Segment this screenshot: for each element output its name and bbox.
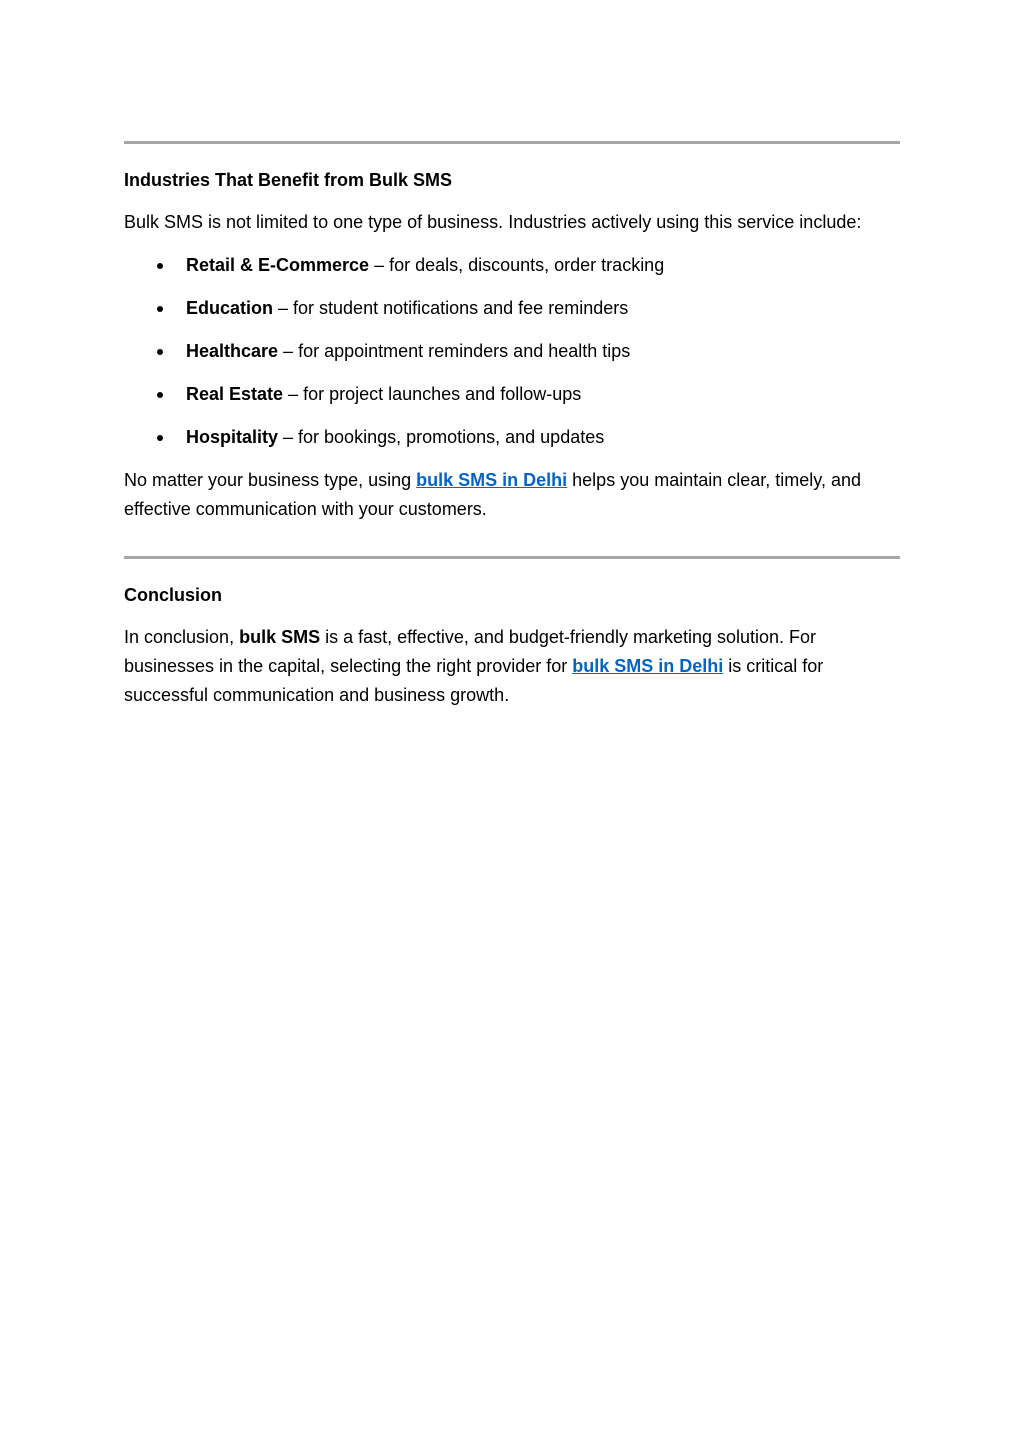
conclusion-paragraph (124, 623, 900, 710)
industry-term: Healthcare (186, 341, 279, 361)
list-item (124, 337, 900, 380)
document-page (124, 0, 900, 1448)
conclusion-bold-term: bulk SMS (239, 627, 321, 647)
industry-term: Real Estate (186, 384, 284, 404)
industry-description: – for student notifications and fee reminders (273, 298, 629, 318)
horizontal-rule (124, 556, 900, 559)
industries-intro: Bulk SMS is not limited to one type of business. Industries actively using this service include: (124, 212, 862, 232)
conclusion-text-before: In conclusion, (124, 627, 240, 647)
bulk-sms-delhi-link[interactable]: bulk SMS in Delhi (416, 470, 568, 490)
conclusion-text-middle: is a fast, effective, and budget-friendly marketing solution. For businesses in the capital, selecting the right provider for (124, 627, 817, 676)
section-heading-industries: Industries That Benefit from Bulk SMS (124, 170, 453, 190)
list-item (124, 423, 900, 466)
section-heading-conclusion: Conclusion (124, 585, 222, 605)
list-item (124, 294, 900, 337)
bullet-icon (157, 349, 163, 355)
bullet-icon (157, 392, 163, 398)
industry-description: – for project launches and follow-ups (283, 384, 582, 404)
industries-list (124, 251, 900, 466)
bullet-icon (157, 263, 163, 269)
bulk-sms-delhi-link[interactable]: bulk SMS in Delhi (572, 656, 724, 676)
bullet-icon (157, 306, 163, 312)
industry-description: – for appointment reminders and health tips (278, 341, 631, 361)
conclusion-text-after: is critical for successful communication and business growth. (124, 656, 824, 705)
closing-text-after: helps you maintain clear, timely, and effective communication with your customers. (124, 470, 861, 519)
industries-closing-paragraph (124, 466, 900, 524)
industry-description: – for deals, discounts, order tracking (369, 255, 665, 275)
industry-description: – for bookings, promotions, and updates (278, 427, 605, 447)
list-item (124, 380, 900, 423)
list-item (124, 251, 900, 294)
industry-term: Hospitality (186, 427, 279, 447)
industry-term: Retail & E-Commerce (186, 255, 370, 275)
horizontal-rule (124, 141, 900, 144)
closing-text-before: No matter your business type, using (124, 470, 417, 490)
bullet-icon (157, 435, 163, 441)
industry-term: Education (186, 298, 274, 318)
